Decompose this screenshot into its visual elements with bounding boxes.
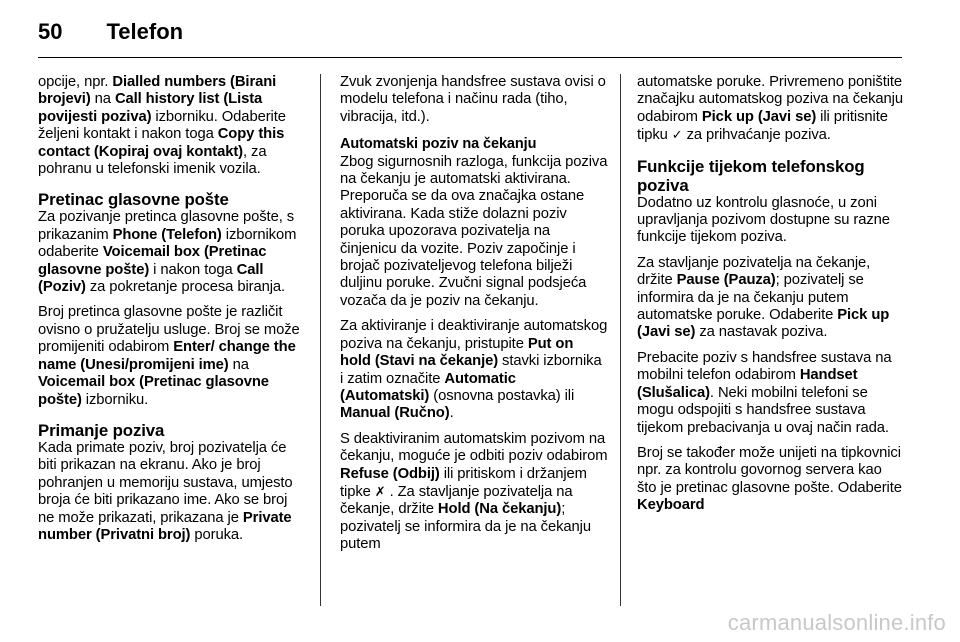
paragraph: Prebacite poziv s handsfree sustava na mobilni telefon odabirom Handset (Slušalica). Neki mobilni telefoni se mogu odspojiti s handsfree sustava tijekom prebacivanja u ovaj način rada. xyxy=(637,349,892,436)
watermark: carmanualsonline.info xyxy=(727,610,946,635)
heading-call-functions: Funkcije tijekom telefonskog poziva xyxy=(637,156,865,195)
column-1 xyxy=(38,74,306,552)
heading-voicemail: Pretinac glasovne pošte xyxy=(38,190,229,210)
paragraph: Za pozivanje pretinca glasovne pošte, s prikazanim Phone (Telefon) izbornikom odaberite Voicemail box (Pretinac glasovne pošte) i nakon toga Call (Poziv) za pokretanje procesa biranja. xyxy=(38,209,297,296)
paragraph: Za stavljanje pozivatelja na čekanje, držite Pause (Pauza); pozivatelj se informira da je na čekanju putem automatske poruke. Odaberite Pick up (Javi se) za nastavak poziva. xyxy=(637,254,890,341)
paragraph: Kada primate poziv, broj pozivatelja će biti prikazan na ekranu. Ako je broj pohranjen u memoriju sustava, umjesto broja će biti prikazano ime. Ako se broj ne može prikazati, prikazana je Private number (Privatni broj) poruka. xyxy=(38,439,293,543)
paragraph: Broj se također može unijeti na tipkovnici npr. za kontrolu govornog servera kao što je pretinac glasovne pošte. Odaberite Keyboard xyxy=(637,444,902,514)
paragraph: S deaktiviranim automatskim pozivom na čekanju, moguće je odbiti poziv odabirom Refuse (Odbij) ili pritiskom i držanjem tipke ✗ . Za stavljanje pozivatelja na čekanje, držite Hold (Na čekanju); pozivatelj se informira da je na čekanju putem xyxy=(340,430,608,553)
paragraph: opcije, npr. Dialled numbers (Birani brojevi) na Call history list (Lista povijesti poziva) izborniku. Odaberite željeni kontakt i nakon toga Copy this contact (Kopiraj ovaj kontakt), za pohranu u telefonski imenik vozila. xyxy=(38,74,286,178)
paragraph: Broj pretinca glasovne pošte je različit ovisno o pružatelju usluge. Broj se može promijeniti odabirom Enter/ change the name (Unesi/promijeni ime) na Voicemail box (Pretinac glasovne pošte) izborniku. xyxy=(38,304,300,408)
paragraph: Za aktiviranje i deaktiviranje automatskog poziva na čekanju, pristupite Put on hold (Stavi na čekanje) stavki izbornika i zatim označite Automatic (Automatski) (osnovna postavka) ili Manual (Ručno). xyxy=(340,318,608,422)
heading-receive-call: Primanje poziva xyxy=(38,420,165,440)
paragraph: Zvuk zvonjenja handsfree sustava ovisi o modelu telefona i načinu rada (tiho, vibracija, itd.). xyxy=(340,74,606,125)
page-number: 50 xyxy=(38,19,63,44)
paragraph: Dodatno uz kontrolu glasnoće, u zoni upravljanja pozivom dostupne su razne funkcije tijekom poziva. xyxy=(637,194,890,246)
paragraph: Zbog sigurnosnih razloga, funkcija poziva na čekanju je automatski aktivirana. Preporuča se da ova značajka ostane aktivirana. Kada stiže dolazni poziv poruka upozorava pozivatelja na činjenicu da vozite. Poziv započinje i brojač pozivateljevog telefona bilježi duljinu poruke. Zvučni signal podsjeća vozača da je poziv na čekanju. xyxy=(340,153,608,309)
column-divider-2 xyxy=(620,74,621,606)
column-divider-1 xyxy=(320,74,321,606)
paragraph: automatske poruke. Privremeno poništite značajku automatskog poziva na čekanju odabirom Pick up (Javi se) ili pritisnite tipku ✓ za prihvaćanje poziva. xyxy=(637,74,903,144)
heading-call-waiting: Automatski poziv na čekanju xyxy=(340,136,537,153)
page-header xyxy=(38,14,183,50)
header-rule xyxy=(38,57,902,58)
column-2 xyxy=(340,74,608,562)
pick-up-icon: ✓ xyxy=(671,127,683,143)
column-3 xyxy=(637,74,905,523)
section-title: Telefon xyxy=(106,19,184,44)
hang-up-icon: ✗ xyxy=(374,483,386,499)
